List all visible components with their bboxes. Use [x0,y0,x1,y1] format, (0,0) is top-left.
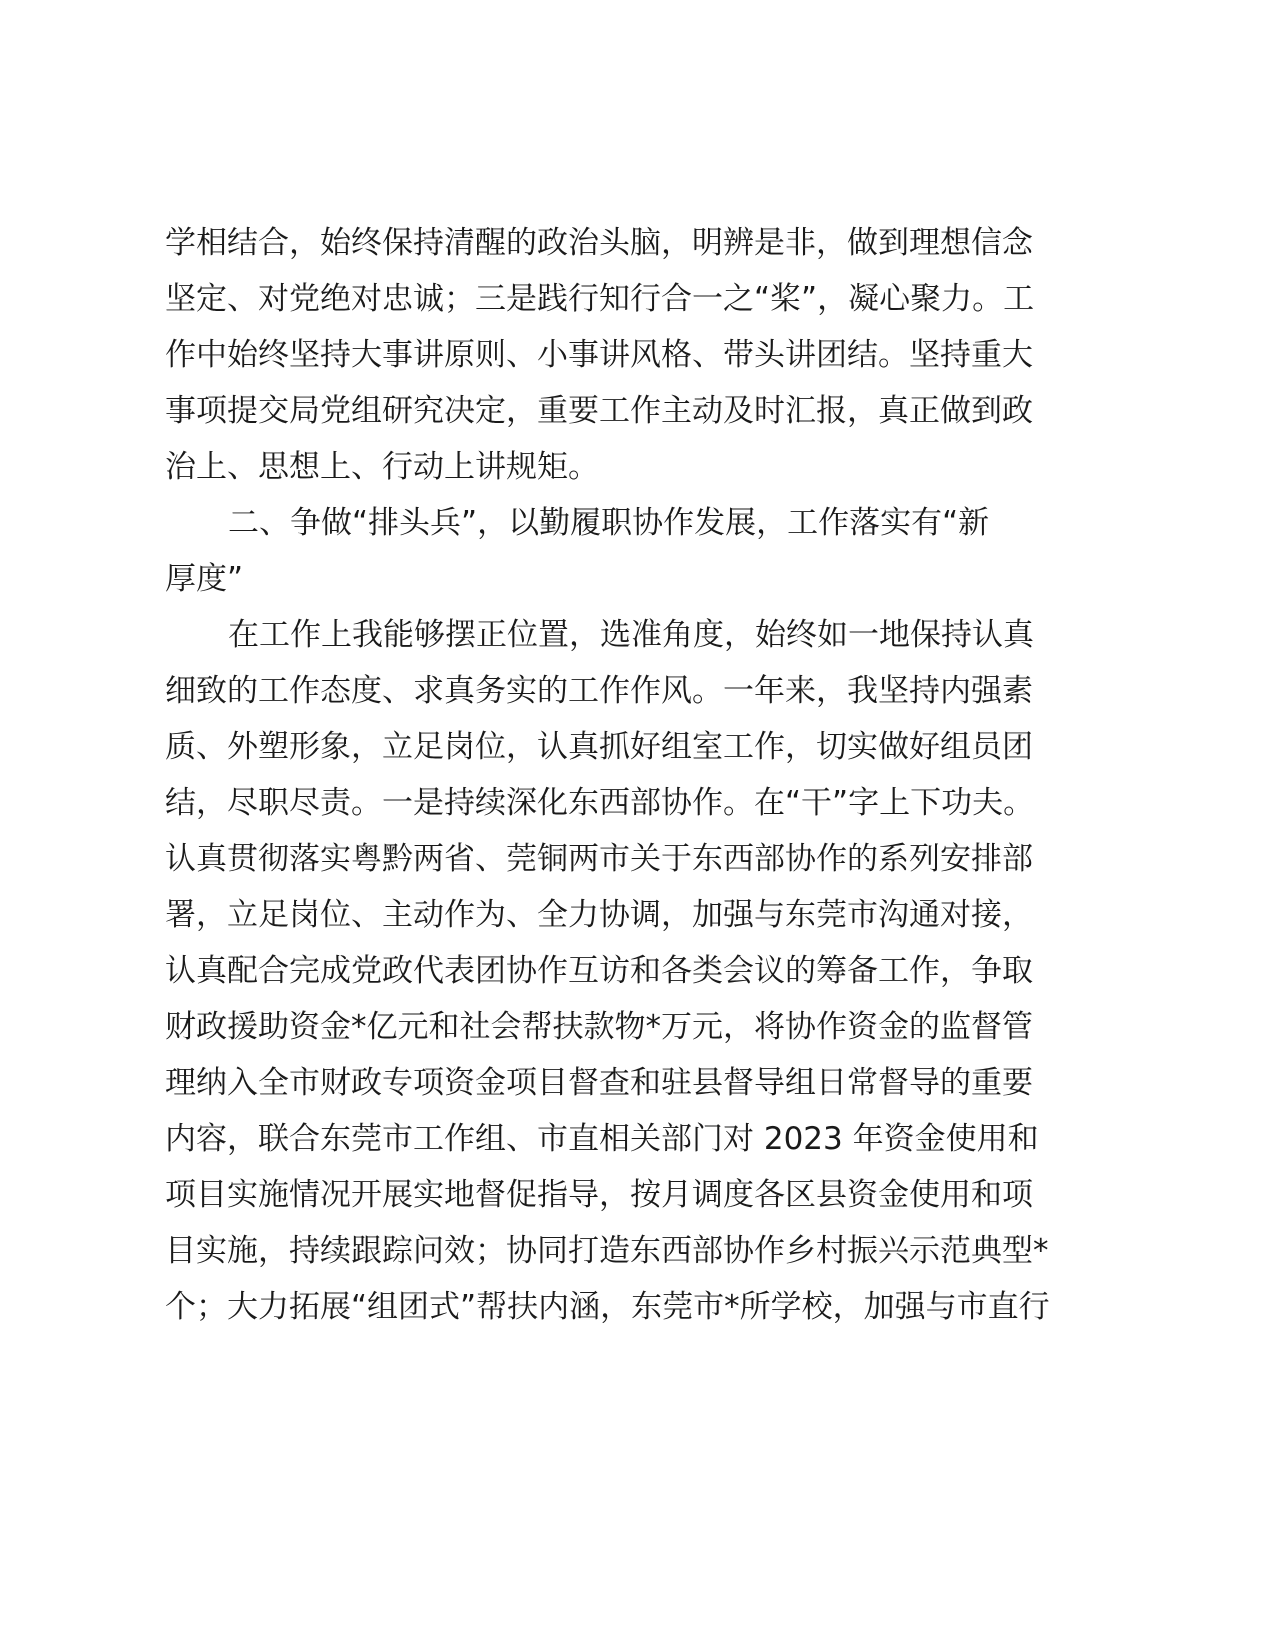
body-text-line: 细致的工作态度、求真务实的工作作风。一年来，我坚持内强素 [165,673,1033,709]
body-text-line: 事项提交局党组研究决定，重要工作主动及时汇报，真正做到政 [165,393,1033,429]
body-text-line: 学相结合，始终保持清醒的政治头脑，明辨是非，做到理想信念 [165,225,1033,261]
body-text-line: 认真配合完成党政代表团协作互访和各类会议的筹备工作，争取 [165,953,1033,989]
body-text-line: 结，尽职尽责。一是持续深化东西部协作。在“干”字上下功夫。 [165,785,1035,821]
body-text-line: 理纳入全市财政专项资金项目督查和驻县督导组日常督导的重要 [165,1065,1033,1101]
body-text-line: 内容，联合东莞市工作组、市直相关部门对 2023 年资金使用和 [165,1121,1039,1157]
body-text-line: 质、外塑形象，立足岗位，认真抓好组室工作，切实做好组员团 [165,729,1033,765]
body-text-line: 作中始终坚持大事讲原则、小事讲风格、带头讲团结。坚持重大 [165,337,1033,373]
body-text-line: 财政援助资金*亿元和社会帮扶款物*万元，将协作资金的监督管 [165,1009,1033,1045]
body-text-line: 目实施，持续跟踪问效；协同打造东西部协作乡村振兴示范典型* [165,1233,1049,1269]
body-text-line: 认真贯彻落实粤黔两省、莞铜两市关于东西部协作的系列安排部 [165,841,1033,877]
body-text-line: 署，立足岗位、主动作为、全力协调，加强与东莞市沟通对接， [165,897,1033,933]
body-text-line: 个；大力拓展“组团式”帮扶内涵，东莞市*所学校，加强与市直行 [165,1289,1050,1325]
body-text-line: 在工作上我能够摆正位置，选准角度，始终如一地保持认真 [228,617,1034,653]
body-text-line: 治上、思想上、行动上讲规矩。 [165,449,599,485]
section-heading-line: 厚度” [165,561,244,597]
body-text-line: 项目实施情况开展实地督促指导，按月调度各区县资金使用和项 [165,1177,1033,1213]
section-heading-line: 二、争做“排头兵”，以勤履职协作发展，工作落实有“新 [228,505,990,541]
body-text-line: 坚定、对党绝对忠诚；三是践行知行合一之“桨”，凝心聚力。工 [165,281,1035,317]
